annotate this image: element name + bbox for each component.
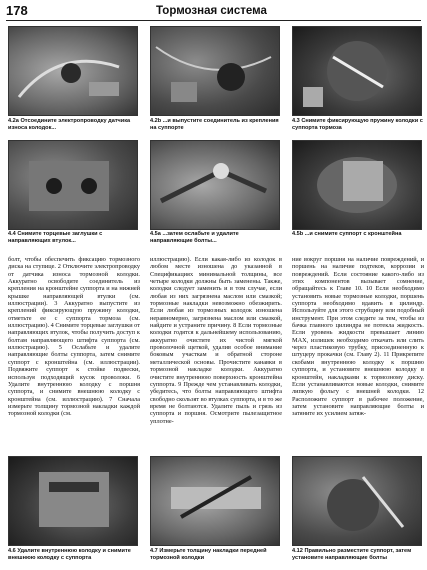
photo-4-2b	[150, 26, 280, 116]
caption-4-4: 4.4 Снимите торцевые заглушки с направляющих втулок...	[8, 231, 103, 244]
photo-4-4	[8, 140, 138, 230]
page-number: 178	[6, 3, 28, 18]
caption-4-2b: 4.2b ...и выпустите соединитель из крепления на суппорте	[150, 118, 279, 131]
photo-4-7	[150, 456, 280, 546]
section-title: Тормозная система	[156, 5, 267, 17]
caption-4-2a: 4.2a Отсоедините электропроводку датчика износа колодок...	[8, 118, 131, 131]
caption-4-6: 4.6 Удалите внутреннюю колодку и снимите внешнюю колодку с суппорта	[8, 548, 131, 561]
caption-4-5b: 4.5b ...и снимите суппорт с кронштейна	[292, 231, 402, 237]
caption-4-5a: 4.5a ...затем ослабьте и удалите направляющие болты...	[150, 231, 239, 244]
photo-4-6	[8, 456, 138, 546]
page-header	[6, 4, 421, 21]
caption-4-3: 4.3 Снимите фиксирующую пружину колодки с суппорта тормоза	[292, 118, 423, 131]
photo-4-2a	[8, 26, 138, 116]
column-right-text: ние вокруг поршня на наличие повреждений, и поршень на наличие подтеков, коррозии и повреждений. Если состояние какого-либо из этих компонентов вызывает сомнение, обращайтесь к Главе 10. 10 Если необходимо установить новые тормозные колодки, поршень суппорта необходимо вдавить в цилиндр. Используйте для этого струбцину или подобный инструмент. При этом следите за тем, чтобы из бачка главного цилиндра не потекла жидкость. Если уровень жидкости превышает линию MAX, излишек необходимо откачать или слить через пластиковую трубку, присоединенную к штуцеру прокачки (см. Главу 2). 11 Прикрепите скобами внутреннюю колодку к поршню суппорта, и установите внешнюю колодку в кронштейн, накладками к тормозному диску. Если устанавливаются новые колодки, снимите липкую фольгу с внешней колодки. 12 Расположите суппорт в рабочее положение, затем установите направляющие болты и затяните их усилием затяж-	[292, 256, 424, 418]
column-left-text: болт, чтобы обеспечить фиксацию тормозного диска на ступице. 2 Отключите электропроводку от датчика износа тормозной колодки. Аккуратно освободите соединитель из крепления на кронштейне суппорта и на нижней крышке направляющей втулки (см. иллюстрации). 3 Аккуратно выпустите из креплений фиксирующую пружину колодки, отметьте ее с суппорта тормоза (см. иллюстрацию). 4 Снимите торцевые заглушки от направляющих втулок, чтобы получить доступ к болтам направляющего штифта суппорта (см. иллюстрацию). 5 Ослабьте и удалите направляющие болты суппорта, затем снимите суппорт с кронштейна (см. иллюстрации). Подвяжите суппорт к стойке подвески, используя подходящий кусок проволоки. 6 Удалите внутреннюю колодку с поршня суппорта, и снимите внешнюю колодку с кронштейна (см. иллюстрацию). 7 Сначала измерьте толщину тормозной накладки каждой тормозной колодки (см.	[8, 256, 140, 418]
photo-4-5b	[292, 140, 422, 230]
caption-4-7: 4.7 Измерьте толщину накладки передней тормозной колодки	[150, 548, 267, 561]
photo-4-5a	[150, 140, 280, 230]
caption-4-12: 4.12 Правильно разместите суппорт, затем установите направляющие болты	[292, 548, 412, 561]
photo-4-12	[292, 456, 422, 546]
column-middle-text: иллюстрацию). Если какая-либо из колодок в любом месте изношена до указанной в Спецификациях минимальной толщины, все четыре колодки должны быть заменены. Также, колодки следует заменить и в том случае, если любая из них загрязнена маслом или смазкой; тормозные накладки невозможно обезжирить. Если любая из тормозных колодок изношена неравномерно, загрязнена маслом или смазкой, найдите и устраните причину. 8 Если тормозные колодки годятся к дальнейшему использованию, аккуратно очистите их чистой мягкой проволочной щеткой, удалив особое внимание боковым участкам и обратной стороне металлической основы. Прочистите канавки в тормозной накладке колодки. Аккуратно очистите внутреннюю поверхность кронштейна суппорта. 9 Прежде чем устанавливать колодки, убедитесь, что болты направляющего штифта свободно скользят во втулках суппорта, и в то же время не болтаются. Удалите пыль и грязь из суппорта и поршня. Осмотрите пылезащитное уплотне-	[150, 256, 282, 425]
photo-4-3	[292, 26, 422, 116]
